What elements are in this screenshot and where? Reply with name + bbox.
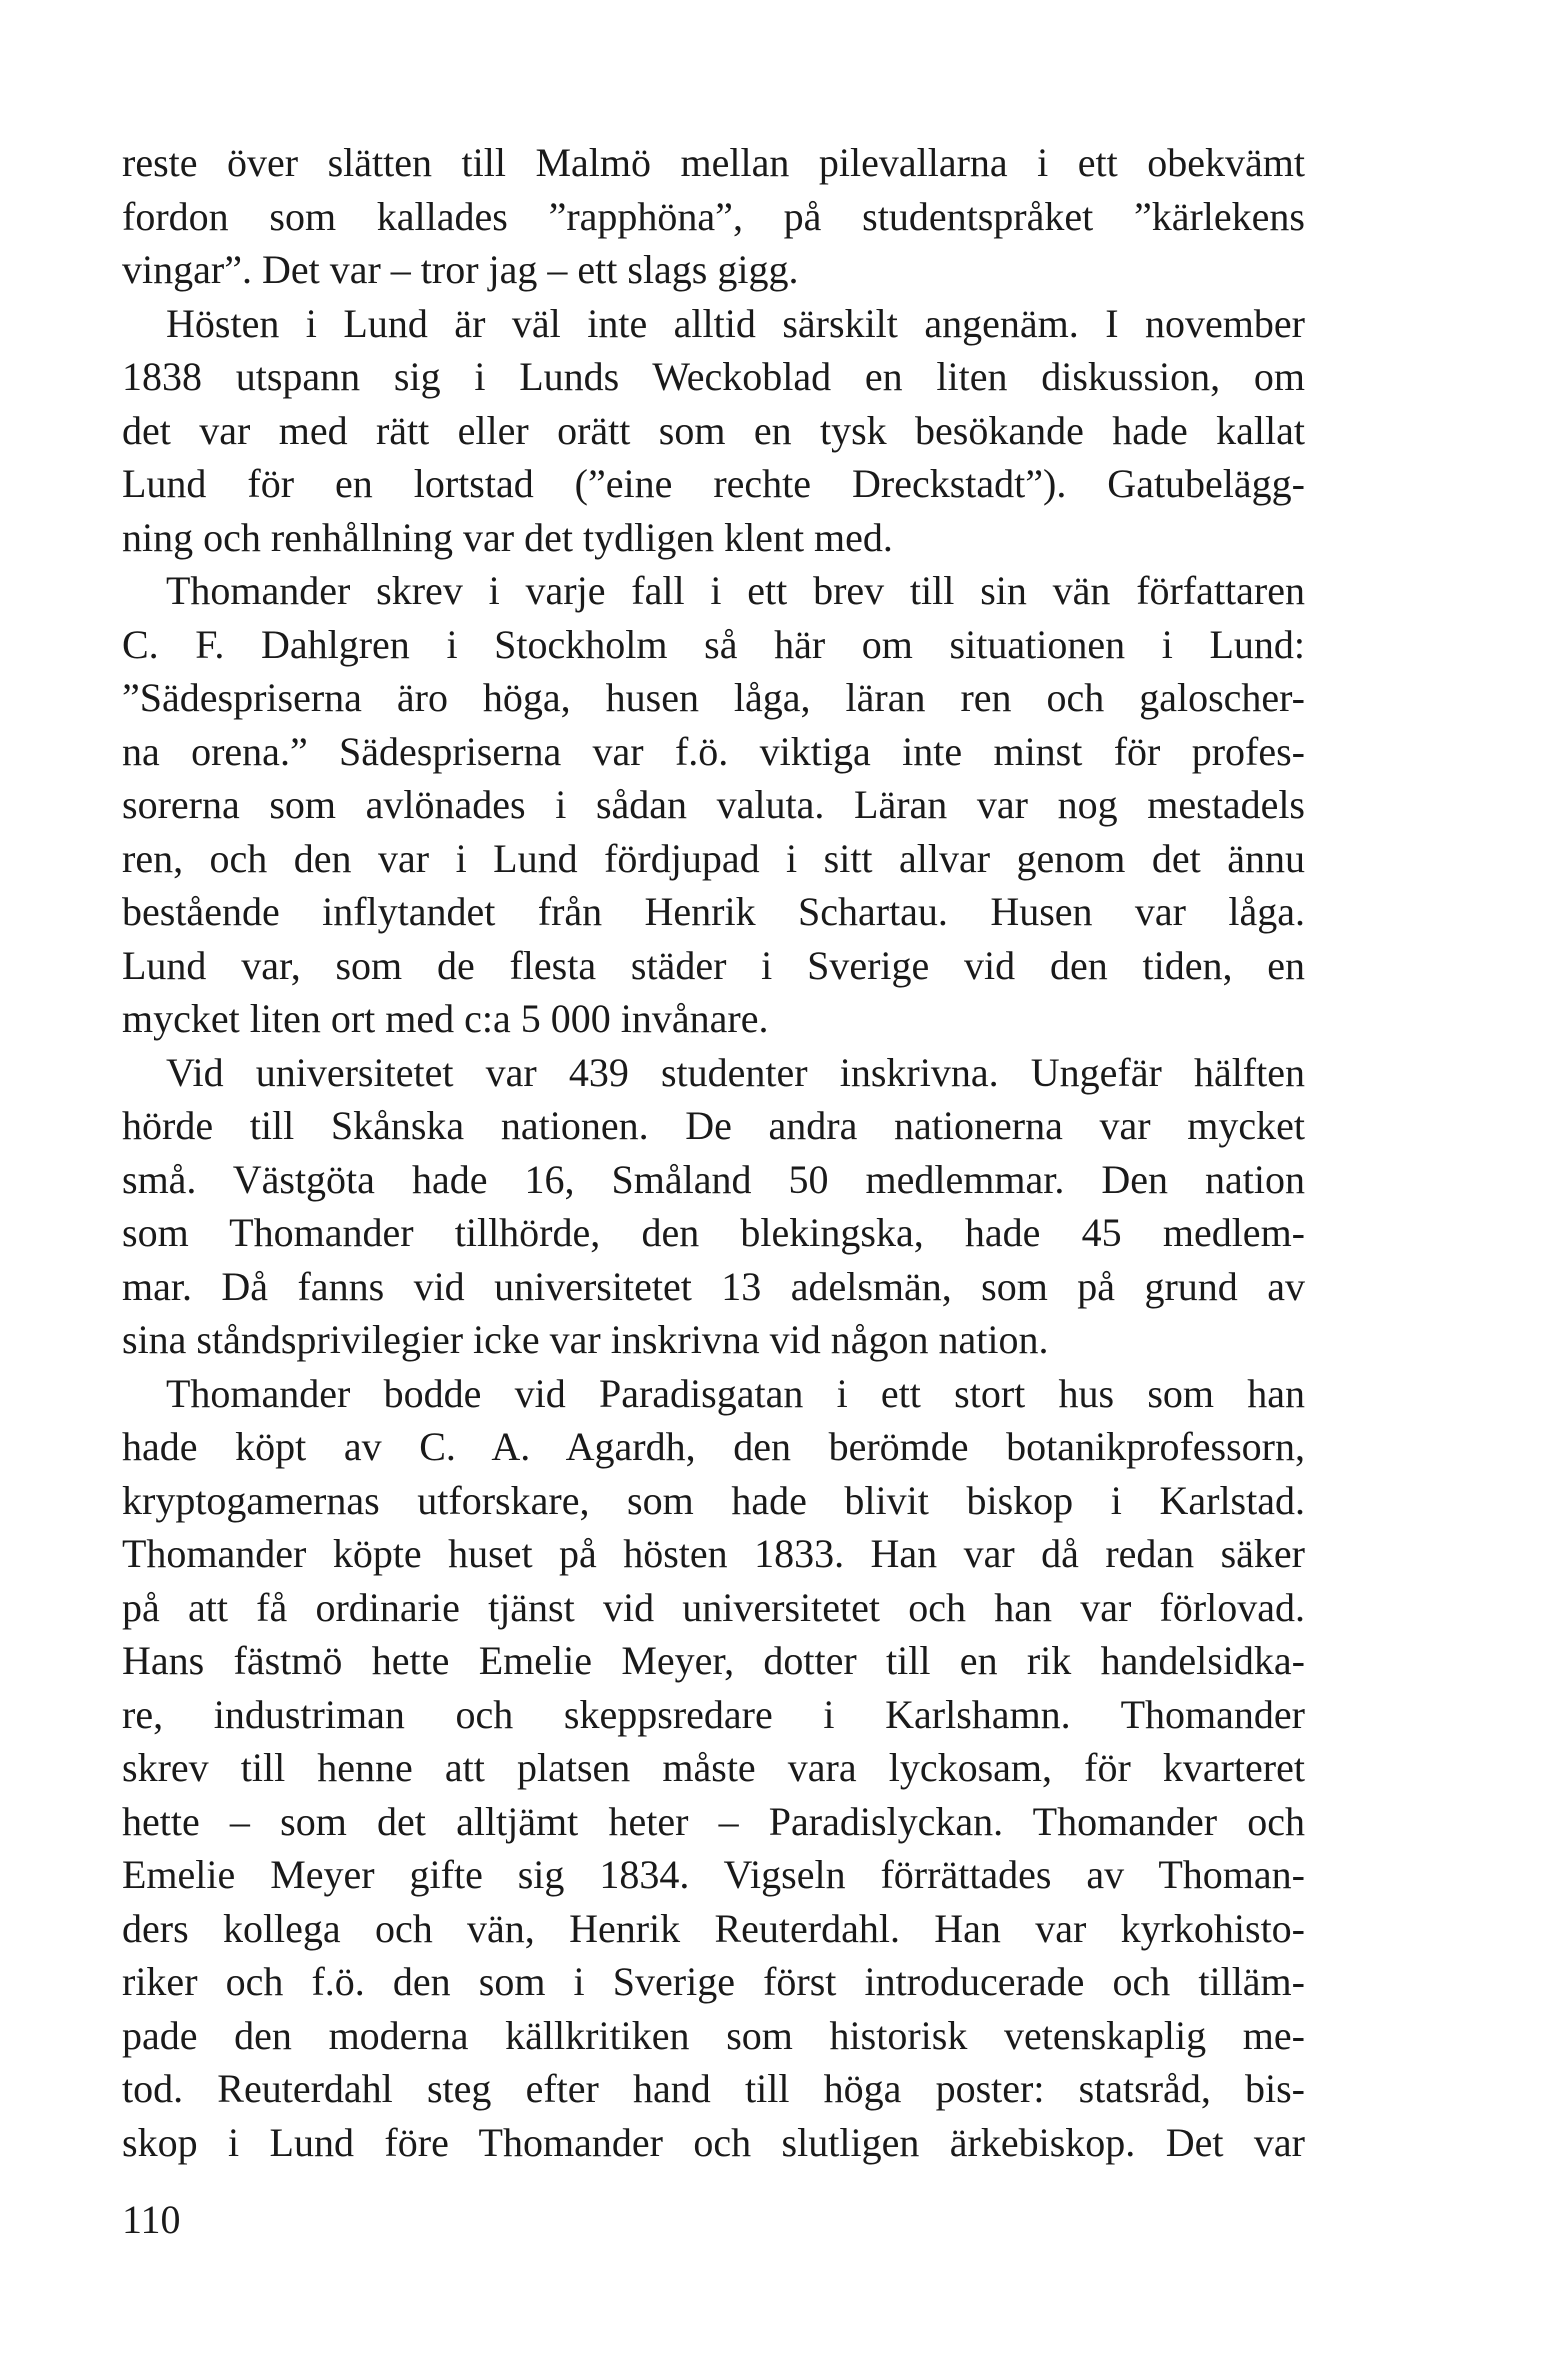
- text-line: pade den moderna källkritiken som historisk vetenskaplig me-: [122, 2012, 1305, 2058]
- text-line: Vid universitetet var 439 studenter inskrivna. Ungefär hälften: [166, 1049, 1305, 1095]
- text-line: na orena.” Sädespriserna var f.ö. viktiga inte minst för profes-: [122, 728, 1305, 774]
- text-line: skop i Lund före Thomander och slutligen ärkebiskop. Det var: [122, 2119, 1305, 2165]
- text-line: Hans fästmö hette Emelie Meyer, dotter till en rik handelsidka-: [122, 1638, 1305, 1683]
- text-line: mar. Då fanns vid universitetet 13 adelsmän, som på grund av: [122, 1263, 1305, 1309]
- text-line: skrev till henne att platsen måste vara lyckosam, för kvarteret: [122, 1745, 1305, 1790]
- body-text: [122, 136, 1305, 2169]
- text-line: ren, och den var i Lund fördjupad i sitt allvar genom det ännu: [122, 835, 1305, 881]
- text-line: Hösten i Lund är väl inte alltid särskilt angenäm. I november: [166, 300, 1305, 346]
- text-line: Thomander bodde vid Paradisgatan i ett stort hus som han: [166, 1370, 1305, 1416]
- text-line: vingar”. Det var – tror jag – ett slags gigg.: [122, 247, 799, 292]
- text-line: som Thomander tillhörde, den blekingska, hade 45 medlem-: [122, 1210, 1305, 1255]
- text-line: ning och renhållning var det tydligen klent med.: [122, 514, 893, 560]
- text-line: re, industriman och skeppsredare i Karlshamn. Thomander: [122, 1691, 1305, 1737]
- text-line: kryptogamernas utforskare, som hade blivit biskop i Karlstad.: [122, 1477, 1305, 1523]
- text-line: Emelie Meyer gifte sig 1834. Vigseln förrättades av Thoman-: [122, 1852, 1305, 1897]
- text-line: små. Västgöta hade 16, Småland 50 medlemmar. Den nation: [122, 1156, 1305, 1202]
- text-line: på att få ordinarie tjänst vid universitetet och han var förlovad.: [122, 1584, 1305, 1630]
- text-line: ders kollega och vän, Henrik Reuterdahl. Han var kyrkohisto-: [122, 1905, 1305, 1951]
- text-line: bestående inflytandet från Henrik Schartau. Husen var låga.: [122, 889, 1305, 934]
- text-line: C. F. Dahlgren i Stockholm så här om situationen i Lund:: [122, 621, 1305, 667]
- text-line: sorerna som avlönades i sådan valuta. Läran var nog mestadels: [122, 782, 1305, 827]
- text-line: sina ståndsprivilegier icke var inskrivna vid någon nation.: [122, 1317, 1049, 1362]
- text-line: Lund var, som de flesta städer i Sverige vid den tiden, en: [122, 942, 1305, 988]
- text-line: mycket liten ort med c:a 5 000 invånare.: [122, 996, 769, 1041]
- text-line: ”Sädespriserna äro höga, husen låga, läran ren och galoscher-: [122, 675, 1305, 720]
- text-line: Thomander köpte huset på hösten 1833. Han var då redan säker: [122, 1531, 1305, 1576]
- text-line: hette – som det alltjämt heter – Paradislyckan. Thomander och: [122, 1798, 1305, 1844]
- text-line: riker och f.ö. den som i Sverige först introducerade och tilläm-: [122, 1959, 1305, 2004]
- text-line: 1838 utspann sig i Lunds Weckoblad en liten diskussion, om: [122, 354, 1305, 399]
- text-line: hörde till Skånska nationen. De andra nationerna var mycket: [122, 1103, 1305, 1148]
- text-line: hade köpt av C. A. Agardh, den berömde botanikprofessorn,: [122, 1424, 1305, 1469]
- text-line: fordon som kallades ”rapphöna”, på studentspråket ”kärlekens: [122, 193, 1305, 239]
- text-line: Thomander skrev i varje fall i ett brev till sin vän författaren: [166, 568, 1305, 613]
- text-line: Lund för en lortstad (”eine rechte Dreckstadt”). Gatubelägg-: [122, 461, 1305, 506]
- page-number: 110: [122, 2197, 181, 2242]
- text-line: tod. Reuterdahl steg efter hand till höga poster: statsråd, bis-: [122, 2066, 1305, 2111]
- text-line: reste över slätten till Malmö mellan pilevallarna i ett obekvämt: [122, 140, 1305, 185]
- text-line: det var med rätt eller orätt som en tysk besökande hade kallat: [122, 407, 1305, 453]
